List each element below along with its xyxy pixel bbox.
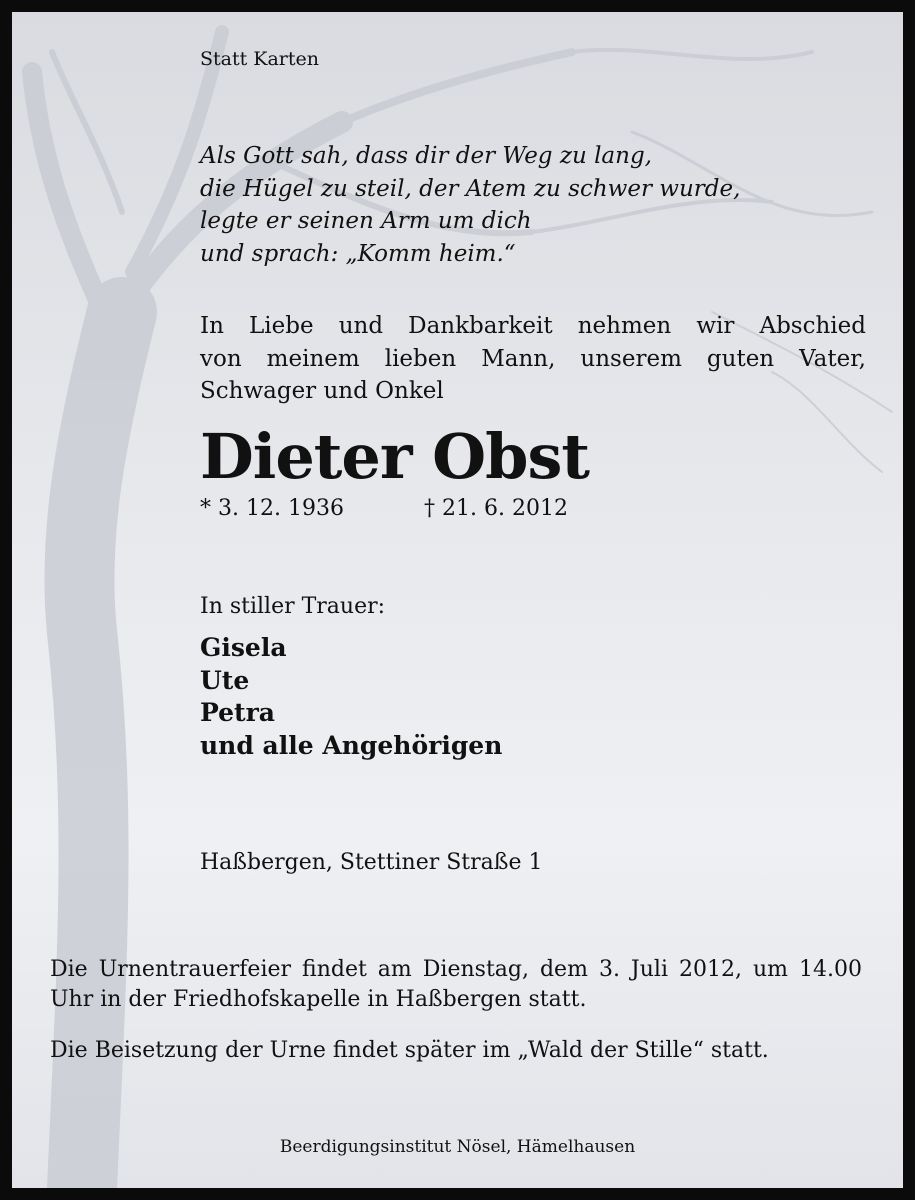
poem-line: Als Gott sah, dass dir der Weg zu lang, <box>200 143 652 169</box>
funeral-home: Beerdigungsinstitut Nösel, Hämelhausen <box>279 1137 636 1157</box>
farewell-line: Schwager und Onkel <box>200 378 444 404</box>
ceremony-info: Die Urnentrauerfeier findet am Dienstag, dem 3. Juli 2012, um 14.00 Uhr in der Friedhofskapelle in Haßbergen statt. <box>50 957 862 1012</box>
poem-line: und sprach: „Komm heim.“ <box>200 240 516 267</box>
mourner-name: und alle Angehörigen <box>200 730 503 760</box>
poem-line: legte er seinen Arm um dich <box>200 208 532 234</box>
obituary-content <box>12 12 903 1188</box>
poem <box>200 140 880 270</box>
statt-karten: Statt Karten <box>200 48 320 70</box>
farewell-text <box>200 310 866 408</box>
poem-line: die Hügel zu steil, der Atem zu schwer wurde, <box>200 175 741 202</box>
deceased-name: Dieter Obst <box>200 420 590 493</box>
farewell-line: von meinem lieben Mann, unserem guten Vater, <box>200 345 866 372</box>
mourner-name: Petra <box>200 698 275 727</box>
mourner-name: Gisela <box>200 633 287 662</box>
farewell-line: In Liebe und Dankbarkeit nehmen wir Abschied <box>200 313 866 339</box>
death-date: † 21. 6. 2012 <box>424 496 568 521</box>
mourner-name: Ute <box>200 665 250 695</box>
birth-date: * 3. 12. 1936 <box>200 496 344 521</box>
mourning-label: In stiller Trauer: <box>200 594 386 619</box>
address: Haßbergen, Stettiner Straße 1 <box>200 850 543 875</box>
burial-info: Die Beisetzung der Urne findet später im „Wald der Stille“ statt. <box>50 1038 769 1063</box>
mourner-list <box>200 632 502 762</box>
